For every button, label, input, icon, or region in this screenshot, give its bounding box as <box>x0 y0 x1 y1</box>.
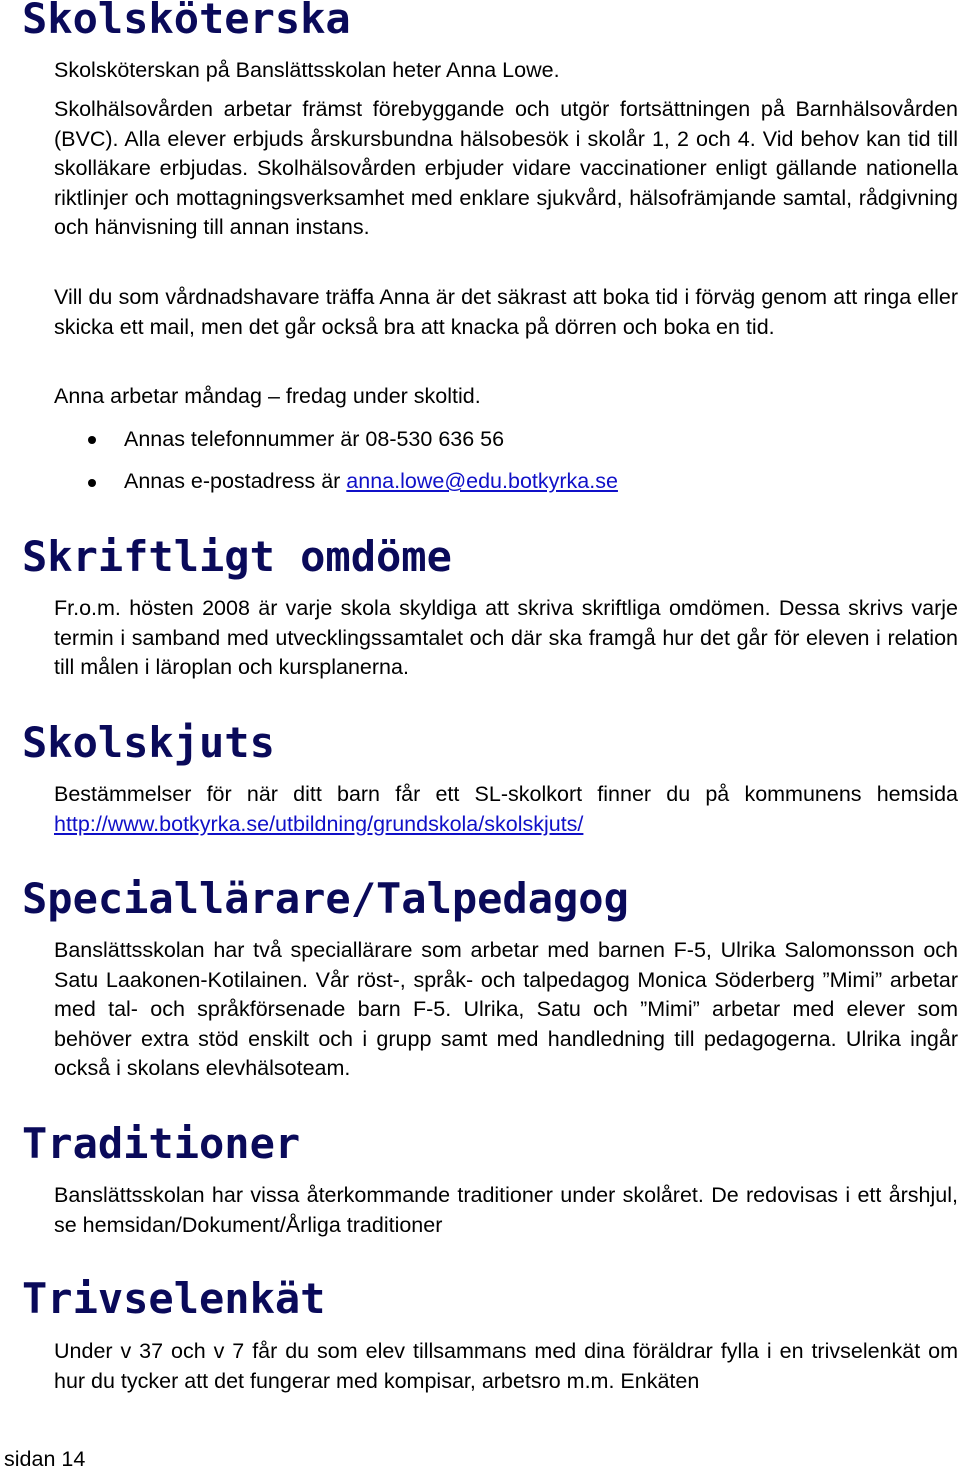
heading-traditioner: Traditioner <box>22 1119 301 1168</box>
school-transport-text: Bestämmelser för när ditt barn får ett SL-skolkort finner du på kommunens hemsida <box>54 782 958 806</box>
heading-skolskjuts: Skolskjuts <box>22 718 275 767</box>
paragraph-wellbeing-survey: Under v 37 och v 7 får du som elev tillsammans med dina föräldrar fylla i en trivselenkät om hur du tycker att det fungerar med kompisar, arbetsro m.m. Enkäten <box>54 1339 958 1393</box>
bullet-dot <box>88 479 96 487</box>
email-link[interactable]: anna.lowe@edu.botkyrka.se <box>346 469 618 493</box>
paragraph-school-nurse-name: Skolsköterskan på Banslättsskolan heter Anna Lowe. <box>54 58 560 82</box>
paragraph-school-health-care: Skolhälsovården arbetar främst förebyggande och utgör fortsättningen på Barnhälsovården (BVC). Alla elever erbjuds årskursbundna hälsobesök i skolår 1, 2 och 4. Vid behov kan tid till skolläkare erbjudas. Skolhälsovården erbjuder vidare vaccinationer enligt gällande nationella riktlinjer och mottagningsverksamhet med enklare sjukvård, hälsofrämjande samtal, rådgivning och hänvisning till annan instans. <box>54 97 958 239</box>
email-label: Annas e-postadress är <box>124 469 347 493</box>
paragraph-school-transport <box>54 780 958 839</box>
heading-skriftligt-omdome: Skriftligt omdöme <box>22 532 452 581</box>
list-item-email <box>124 467 618 497</box>
page-number: sidan 14 <box>4 1447 86 1471</box>
heading-skolskoterska: Skolsköterska <box>22 0 351 43</box>
school-transport-link[interactable]: http://www.botkyrka.se/utbildning/grundskola/skolskjuts/ <box>54 811 584 836</box>
list-item-phone: Annas telefonnummer är 08-530 636 56 <box>124 427 505 451</box>
heading-speciallarare-talpedagog: Speciallärare/Talpedagog <box>22 874 629 923</box>
paragraph-booking-info: Vill du som vårdnadshavare träffa Anna är det säkrast att boka tid i förväg genom att ringa eller skicka ett mail, men det går också bra att knacka på dörren och boka en tid. <box>54 285 958 339</box>
paragraph-traditions: Banslättsskolan har vissa återkommande traditioner under skolåret. De redovisas i ett årshjul, se hemsidan/Dokument/Årliga traditioner <box>54 1183 958 1237</box>
paragraph-written-assessment: Fr.o.m. hösten 2008 är varje skola skyldiga att skriva skriftliga omdömen. Dessa skrivs varje termin i samband med utvecklingssamtalet och där ska framgå hur det går för eleven i relation till målen i läroplan och kursplanerna. <box>54 596 958 679</box>
paragraph-working-hours: Anna arbetar måndag – fredag under skoltid. <box>54 384 481 408</box>
paragraph-special-teachers: Banslättsskolan har två speciallärare som arbetar med barnen F-5, Ulrika Salomonsson och Satu Laakonen-Kotilainen. Vår röst-, språk- och talpedagog Monica Söderberg ”Mimi” arbetar med tal- och språkförsenade barn F-5. Ulrika, Satu och ”Mimi” arbetar med elever som behöver extra stöd enskilt och i grupp samt med handledning till pedagogerna. Ulrika ingår också i skolans elevhälsoteam. <box>54 938 958 1080</box>
heading-trivselenkat: Trivselenkät <box>22 1274 326 1323</box>
bullet-dot <box>88 436 96 444</box>
